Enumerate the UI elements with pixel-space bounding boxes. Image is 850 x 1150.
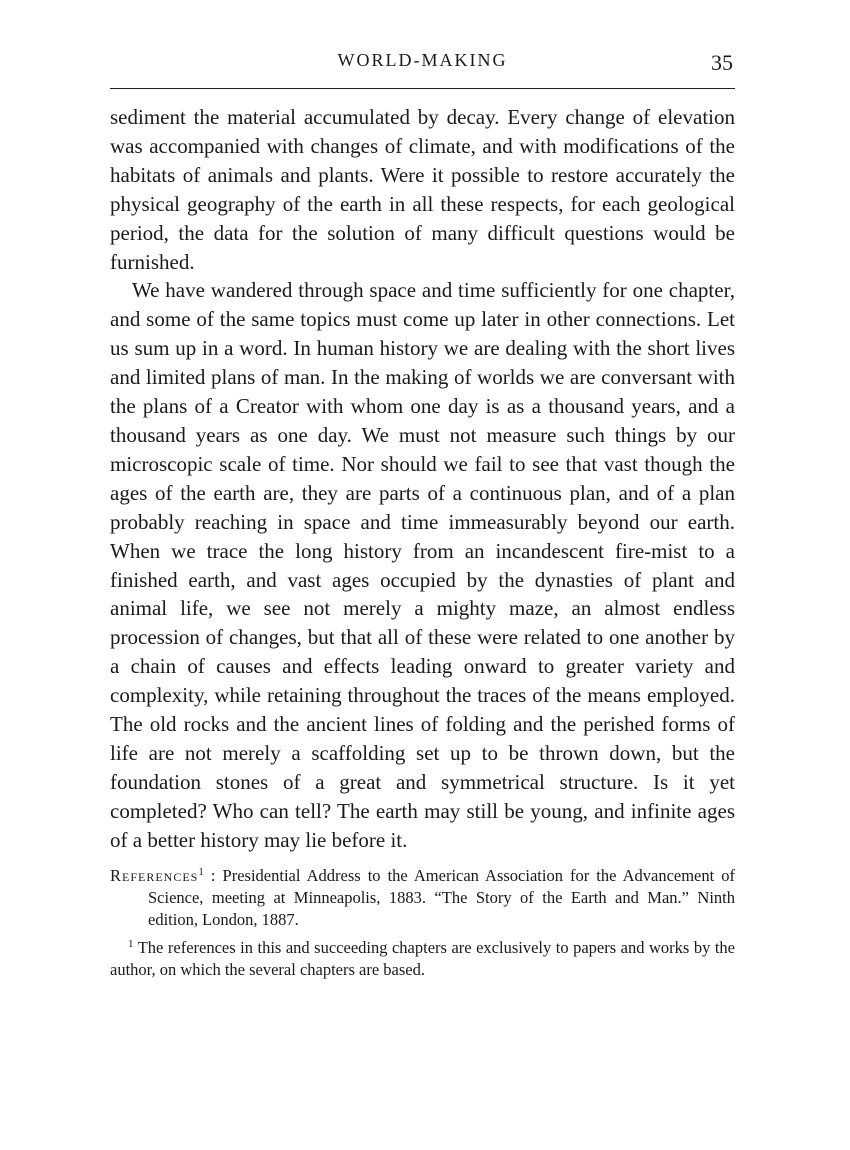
running-head: WORLD-MAKING — [337, 50, 508, 70]
header-rule — [110, 88, 735, 89]
footnote-marker: 1 — [198, 865, 204, 878]
footnote-number: 1 — [128, 937, 134, 950]
references-section — [110, 865, 735, 981]
body-text — [110, 103, 735, 855]
footnote-text: The references in this and succeeding chapters are exclusively to papers and works by the author, on which the several chapters are based. — [110, 937, 736, 979]
page-number: 35 — [711, 50, 733, 75]
paragraph-continued: sediment the material accumulated by decay. Every change of elevation was accompanied with changes of climate, and with modifications of the habitats of animals and plants. Were it possible to restore accurately the physical geography of the earth in all these respects, for each geological period, the data for the solution of many difficult questions would be furnished. — [110, 105, 735, 274]
footnote — [110, 937, 735, 981]
paragraph: We have wandered through space and time sufficiently for one chapter, and some of the same topics must come up later in other connections. Let us sum up in a word. In human history we are dealing with the short lives and limited plans of man. In the making of worlds we are conversant with the plans of a Creator with whom one day is as a thousand years, and a thousand years as one day. We must not measure such things by our microscopic scale of time. Nor should we fail to see that vast though the ages of the earth are, they are parts of a continuous plan, and of a plan probably reaching in space and time immeasurably beyond our earth. When we trace the long history from an incandescent fire-mist to a finished earth, and vast ages occupied by the dynasties of plant and animal life, we see not merely a mighty maze, an almost endless procession of changes, but that all of these were related to one another by a chain of causes and effects leading onward to greater variety and complexity, while retaining throughout the traces of the means employed. The old rocks and the ancient lines of folding and the perished forms of life are not merely a scaffolding set up to be thrown down, but the foundation stones of a great and symmetrical structure. Is it yet completed? Who can tell? The earth may still be young, and infinite ages of a better history may lie before it. — [110, 278, 735, 852]
references-text: Presidential Address to the American Association for the Advancement of Science, meeting at Minneapolis, 1883. “The Story of the Earth and Man.” Ninth edition, London, 1887. — [148, 865, 735, 929]
references-separator: : — [210, 865, 216, 885]
references-label: References — [110, 865, 199, 885]
page-header — [110, 48, 735, 88]
book-page — [110, 48, 735, 981]
references-entry — [110, 865, 735, 931]
